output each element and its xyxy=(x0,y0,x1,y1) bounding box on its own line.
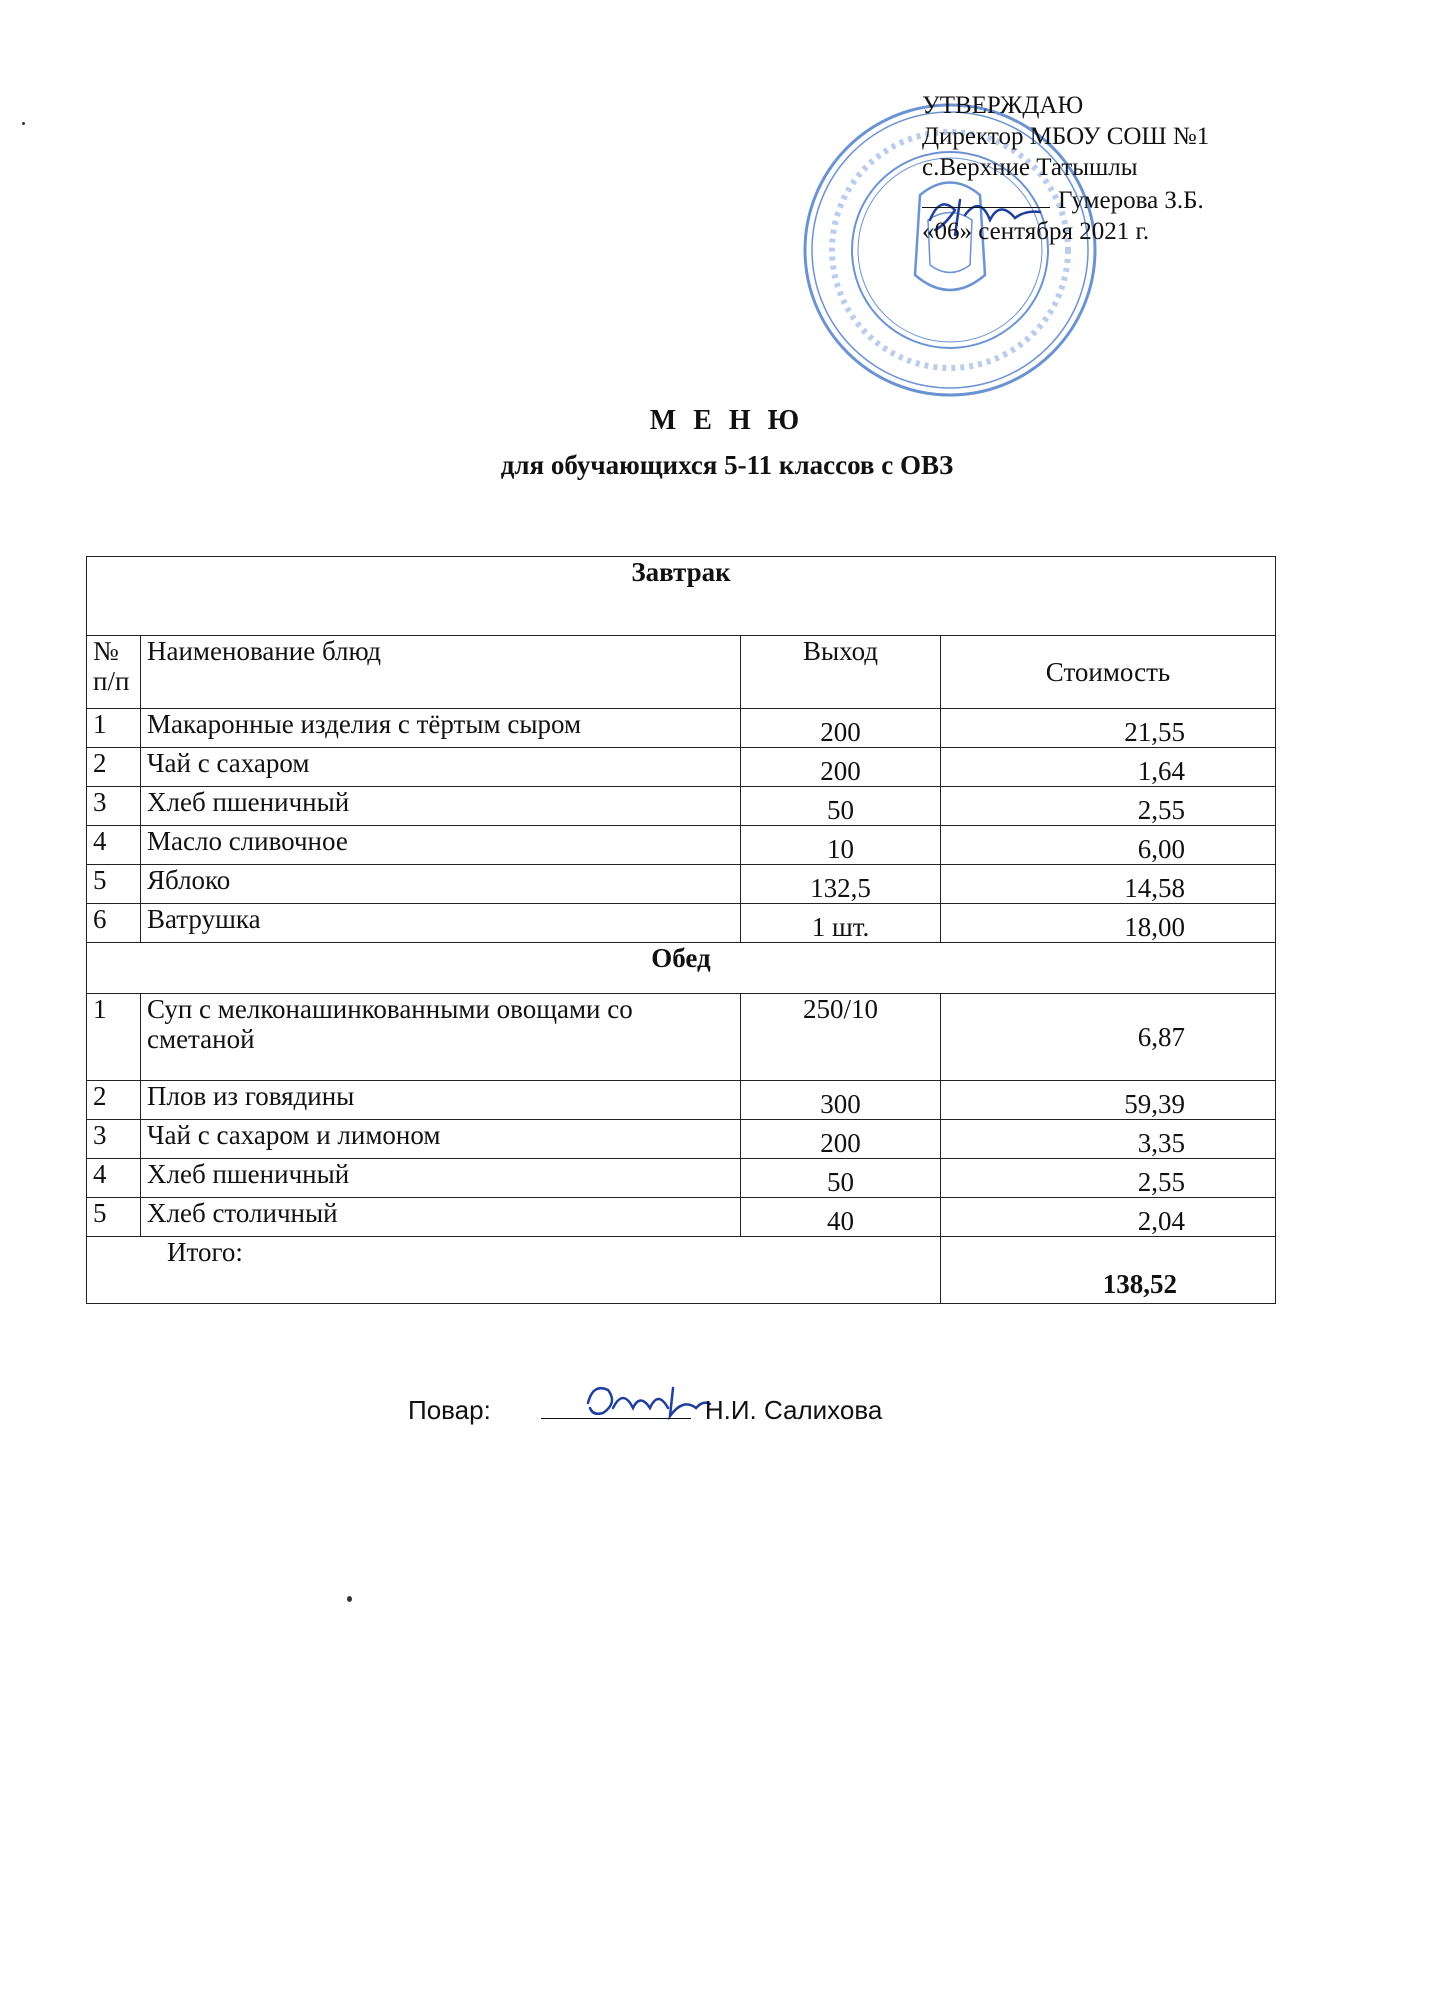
row-num: 4 xyxy=(87,1159,141,1198)
approval-position: Директор МБОУ СОШ №1 xyxy=(922,123,1210,150)
row-cost: 3,35 xyxy=(941,1120,1276,1159)
approval-block xyxy=(922,90,1209,247)
row-dish: Хлеб пшеничный xyxy=(141,787,741,826)
breakfast-section-row xyxy=(87,557,1276,636)
row-num: 2 xyxy=(87,1081,141,1120)
total-label: Итого: xyxy=(87,1237,941,1304)
table-row xyxy=(87,1120,1276,1159)
approval-location: с.Верхние Татышлы xyxy=(922,154,1138,181)
lunch-heading: Обед xyxy=(87,943,1276,994)
row-output: 200 xyxy=(741,748,941,787)
cook-name: Н.И. Салихова xyxy=(704,1395,883,1425)
row-cost: 21,55 xyxy=(941,709,1276,748)
scan-speck xyxy=(347,1596,352,1602)
row-dish: Макаронные изделия с тёртым сыром xyxy=(141,709,741,748)
menu-table xyxy=(86,556,1276,1304)
row-num: 4 xyxy=(87,826,141,865)
row-cost: 6,00 xyxy=(941,826,1276,865)
row-output: 250/10 xyxy=(741,994,941,1081)
row-cost: 18,00 xyxy=(941,904,1276,943)
row-output: 200 xyxy=(741,709,941,748)
signature-line xyxy=(922,183,1050,208)
row-dish: Хлеб столичный xyxy=(141,1198,741,1237)
table-row xyxy=(87,994,1276,1081)
row-num: 2 xyxy=(87,748,141,787)
total-value: 138,52 xyxy=(941,1237,1276,1304)
row-cost: 6,87 xyxy=(941,994,1276,1081)
row-dish: Масло сливочное xyxy=(141,826,741,865)
row-dish: Чай с сахаром xyxy=(141,748,741,787)
row-cost: 2,55 xyxy=(941,1159,1276,1198)
row-output: 300 xyxy=(741,1081,941,1120)
table-row xyxy=(87,709,1276,748)
row-cost: 59,39 xyxy=(941,1081,1276,1120)
row-num: 5 xyxy=(87,865,141,904)
row-cost: 14,58 xyxy=(941,865,1276,904)
total-row xyxy=(87,1237,1276,1304)
row-output: 200 xyxy=(741,1120,941,1159)
row-dish: Суп с мелконашинкованными овощами со сметаной xyxy=(141,994,741,1081)
row-output: 132,5 xyxy=(741,865,941,904)
row-output: 50 xyxy=(741,787,941,826)
cook-signature-block xyxy=(408,1392,882,1426)
header-name: Наименование блюд xyxy=(141,636,741,709)
row-cost: 2,04 xyxy=(941,1198,1276,1237)
table-header-row xyxy=(87,636,1276,709)
table-row xyxy=(87,748,1276,787)
approval-date: «06» сентября 2021 г. xyxy=(922,218,1150,245)
signature-line xyxy=(541,1392,691,1419)
row-dish: Ватрушка xyxy=(141,904,741,943)
row-num: 3 xyxy=(87,1120,141,1159)
page-title: М Е Н Ю xyxy=(649,405,805,436)
table-row xyxy=(87,787,1276,826)
cook-label: Повар: xyxy=(408,1395,491,1425)
row-cost: 1,64 xyxy=(941,748,1276,787)
row-dish: Плов из говядины xyxy=(141,1081,741,1120)
row-dish: Хлеб пшеничный xyxy=(141,1159,741,1198)
breakfast-heading: Завтрак xyxy=(87,557,1276,636)
table-row xyxy=(87,1198,1276,1237)
table-row xyxy=(87,826,1276,865)
table-row xyxy=(87,865,1276,904)
table-row xyxy=(87,1159,1276,1198)
lunch-section-row xyxy=(87,943,1276,994)
row-dish: Яблоко xyxy=(141,865,741,904)
row-num: 6 xyxy=(87,904,141,943)
page-subtitle: для обучающихся 5-11 классов с ОВЗ xyxy=(500,450,954,480)
row-num: 1 xyxy=(87,994,141,1081)
scan-speck xyxy=(22,122,25,125)
approval-signature-row xyxy=(922,183,1209,216)
row-dish: Чай с сахаром и лимоном xyxy=(141,1120,741,1159)
row-num: 5 xyxy=(87,1198,141,1237)
approval-signer: Гумерова З.Б. xyxy=(1058,187,1204,214)
row-num: 3 xyxy=(87,787,141,826)
header-output: Выход xyxy=(741,636,941,709)
header-cost: Стоимость xyxy=(941,636,1276,709)
row-cost: 2,55 xyxy=(941,787,1276,826)
row-output: 1 шт. xyxy=(741,904,941,943)
header-num: № п/п xyxy=(87,636,141,709)
approval-heading: УТВЕРЖДАЮ xyxy=(922,92,1084,119)
row-output: 50 xyxy=(741,1159,941,1198)
row-output: 40 xyxy=(741,1198,941,1237)
row-num: 1 xyxy=(87,709,141,748)
table-row xyxy=(87,904,1276,943)
row-output: 10 xyxy=(741,826,941,865)
table-row xyxy=(87,1081,1276,1120)
